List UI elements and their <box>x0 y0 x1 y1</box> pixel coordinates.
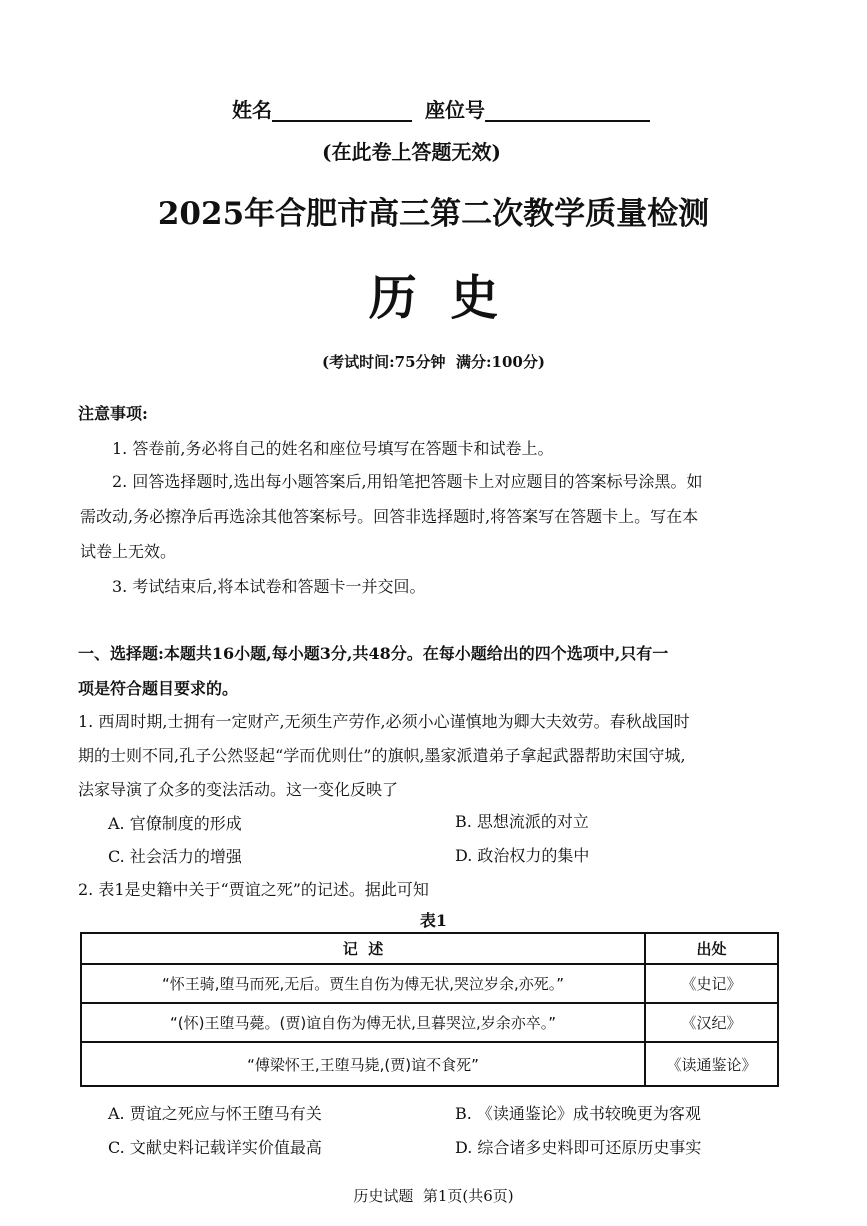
table-cell-source: 《汉纪》 <box>645 1003 778 1042</box>
table-cell-source: 《读通鉴论》 <box>645 1042 778 1086</box>
invalid-note: (在此卷上答题无效) <box>322 140 501 164</box>
notice-item-3: 3. 考试结束后,将本试卷和答题卡一并交回。 <box>112 577 426 596</box>
notice-heading: 注意事项: <box>78 404 148 423</box>
notice-item-2-line-2: 需改动,务必擦净后再选涂其他答案标号。回答非选择题时,将答案写在答题卡上。写在本 <box>80 507 699 526</box>
table-row <box>81 1003 778 1042</box>
q2-option-c: C. 文献史料记载详实价值最高 <box>108 1138 322 1157</box>
table-header-record: 记 述 <box>81 933 645 964</box>
exam-info: (考试时间:75分钟 满分:100分) <box>322 353 545 371</box>
section-1-line-1: 一、选择题:本题共16小题,每小题3分,共48分。在每小题给出的四个选项中,只有一 <box>78 644 669 663</box>
table-header-row <box>81 933 778 964</box>
seat-blank <box>485 100 650 122</box>
notice-item-2-line-3: 试卷上无效。 <box>80 542 177 561</box>
notice-item-1: 1. 答卷前,务必将自己的姓名和座位号填写在答题卡和试卷上。 <box>112 439 554 458</box>
table-row <box>81 964 778 1003</box>
name-label: 姓名 <box>232 98 272 122</box>
q2-option-d: D. 综合诸多史料即可还原历史事实 <box>455 1138 702 1157</box>
q1-option-d: D. 政治权力的集中 <box>455 846 590 865</box>
table-header-source: 出处 <box>645 933 778 964</box>
section-1-line-2: 项是符合题目要求的。 <box>78 679 239 698</box>
q1-option-b: B. 思想流派的对立 <box>455 812 589 831</box>
table-caption: 表1 <box>419 911 448 930</box>
table-cell-record: “傅梁怀王,王堕马毙,(贾)谊不食死” <box>81 1042 645 1086</box>
name-blank <box>272 100 412 122</box>
notice-item-2-line-1: 2. 回答选择题时,选出每小题答案后,用铅笔把答题卡上对应题目的答案标号涂黑。如 <box>112 472 703 491</box>
exam-title: 2025年合肥市高三第二次教学质量检测 <box>157 196 710 232</box>
table-cell-record: “怀王骑,堕马而死,无后。贾生自伤为傅无状,哭泣岁余,亦死。” <box>81 964 645 1003</box>
q1-option-c: C. 社会活力的增强 <box>108 847 242 866</box>
seat-label: 座位号 <box>424 98 485 122</box>
table-1 <box>80 932 779 1087</box>
q2-option-a: A. 贾谊之死应与怀王堕马有关 <box>108 1104 322 1123</box>
q1-stem-line-1: 1. 西周时期,士拥有一定财产,无须生产劳作,必须小心谨慎地为卿大夫效劳。春秋战国时 <box>78 712 690 731</box>
q1-option-a: A. 官僚制度的形成 <box>108 814 242 833</box>
q2-stem: 2. 表1是史籍中关于“贾谊之死”的记述。据此可知 <box>78 880 429 899</box>
subject-title: 历 史 <box>368 270 499 326</box>
q1-stem-line-2: 期的士则不同,孔子公然竖起“学而优则仕”的旗帜,墨家派遣弟子拿起武器帮助宋国守城, <box>78 746 686 765</box>
table-cell-source: 《史记》 <box>645 964 778 1003</box>
name-seat-line <box>232 98 650 122</box>
q2-option-b: B. 《读通鉴论》成书较晚更为客观 <box>455 1104 701 1123</box>
q1-stem-line-3: 法家导演了众多的变法活动。这一变化反映了 <box>78 780 399 799</box>
table-row <box>81 1042 778 1086</box>
page-footer: 历史试题 第1页(共6页) <box>353 1187 514 1205</box>
table-cell-record: “(怀)王堕马薨。(贾)谊自伤为傅无状,旦暮哭泣,岁余亦卒。” <box>81 1003 645 1042</box>
